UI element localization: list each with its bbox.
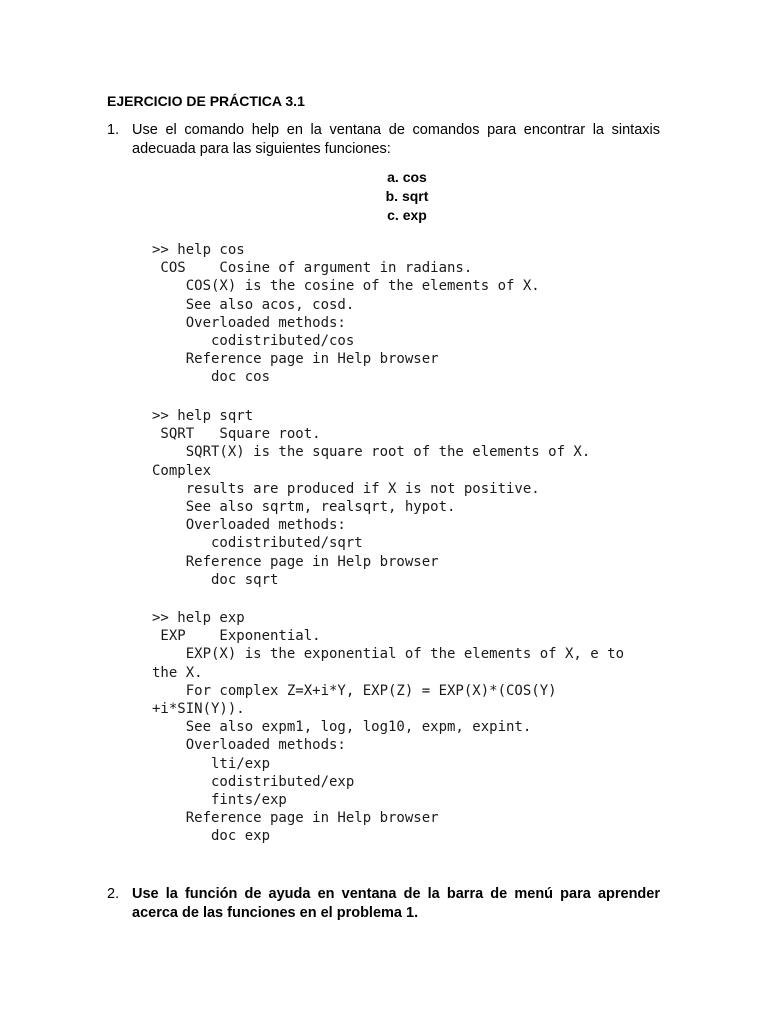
code-block-help-exp: >> help exp EXP Exponential. EXP(X) is the exponential of the elements of X, e to the X. For complex Z=X+i*Y, EXP(Z) = EXP(X)*(COS(Y) +i*SIN(Y)). See also expm1, log, log10, expm, expint. Overloaded methods: lti/exp codistributed/exp fints/exp Reference page in Help browser doc exp (152, 610, 625, 845)
list-item-number: 2. (107, 886, 120, 902)
code-block-help-cos: >> help cos COS Cosine of argument in radians. COS(X) is the cosine of the elements of X. See also acos, cosd. Overloaded methods: codistributed/cos Reference page in Help browser doc cos (152, 242, 540, 386)
list-item-1 (107, 121, 660, 159)
list-item-2 (107, 885, 660, 923)
function-item-exp: c. exp (387, 207, 427, 223)
function-item-sqrt: b. sqrt (385, 188, 429, 204)
list-item-number: 1. (107, 122, 120, 138)
list-item-text: Use la función de ayuda en ventana de la barra de menú para aprender acerca de las funciones en el problema 1. (132, 886, 660, 921)
function-item-cos: a. cos (387, 169, 427, 185)
function-list (300, 168, 514, 225)
code-block-help-sqrt: >> help sqrt SQRT Square root. SQRT(X) is the square root of the elements of X. Complex results are produced if X is not positive. See also sqrtm, realsqrt, hypot. Overloaded methods: codistributed/sqrt Reference page in Help browser doc sqrt (152, 408, 591, 588)
list-item-text: Use el comando help en la ventana de comandos para encontrar la sintaxis adecuada para las siguientes funciones: (132, 122, 660, 157)
exercise-title: EJERCICIO DE PRÁCTICA 3.1 (107, 93, 305, 109)
